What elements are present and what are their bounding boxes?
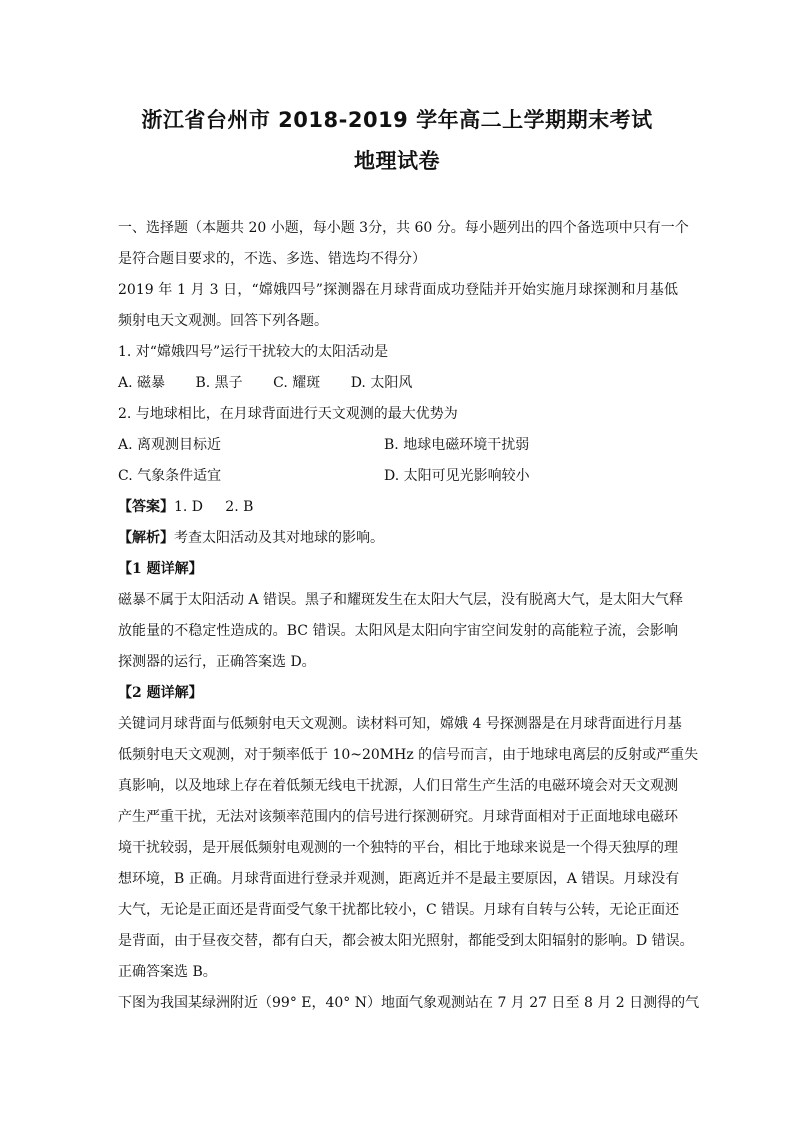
answer-label: 【答案】	[118, 499, 174, 515]
detail-1-line-3: 探测器的运行，正确答案选 D。	[118, 654, 316, 670]
question-1-options	[118, 368, 678, 399]
question-2-option-c: C. 气象条件适宜	[118, 468, 222, 484]
passage-line-2: 频射电天文观测。回答下列各题。	[118, 313, 328, 329]
answer-text: 1. D 2. B	[174, 499, 254, 515]
question-1-option-b: B. 黑子	[195, 375, 243, 391]
detail-2-line-9: 正确答案选 B。	[118, 964, 217, 980]
detail-1-line-2: 放能量的不稳定性造成的。BC 错误。太阳风是太阳向宇宙空间发射的高能粒子流，会影响	[118, 623, 678, 639]
question-1-option-d: D. 太阳风	[350, 375, 413, 391]
question-1-option-a: A. 磁暴	[118, 375, 166, 391]
answer-line	[118, 492, 678, 523]
detail-2-line-3: 真影响，以及地球上存在着低频无线电干扰源，人们日常生产生活的电磁环境会对天文观测	[118, 778, 678, 794]
question-2-options-row-2	[118, 461, 678, 492]
question-2-stem: 2. 与地球相比，在月球背面进行天文观测的最大优势为	[118, 406, 458, 422]
question-2-option-a: A. 离观测目标近	[118, 437, 222, 453]
detail-2-line-7: 大气，无论是正面还是背面受气象干扰都比较小，C 错误。月球有自转与公转，无论正面还	[118, 902, 680, 918]
detail-2-label: 【2 题详解】	[118, 685, 203, 701]
detail-1-label: 【1 题详解】	[118, 561, 203, 577]
question-1-stem: 1. 对“嫦娥四号”运行干扰较大的太阳活动是	[118, 344, 389, 360]
detail-2-line-4: 产生严重干扰，无法对该频率范围内的信号进行探测研究。月球背面相对于正面地球电磁环	[118, 809, 678, 825]
section-instructions-line-2: 是符合题目要求的，不选、多选、错选均不得分）	[118, 251, 426, 267]
detail-2-line-1: 关键词月球背面与低频射电天文观测。读材料可知，嫦娥 4 号探测器是在月球背面进行月基	[118, 716, 682, 732]
question-2-option-d: D. 太阳可见光影响较小	[384, 468, 530, 484]
detail-2-line-5: 境干扰较弱，是开展低频射电观测的一个独特的平台，相比于地球来说是一个得天独厚的理	[118, 840, 678, 856]
detail-2-line-2: 低频射电天文观测，对于频率低于 10~20MHz 的信号而言，由于地球电离层的反射或严重失	[118, 747, 699, 763]
detail-2-line-6: 想环境，B 正确。月球背面进行登录并观测，距离近并不是最主要原因，A 错误。月球没有	[118, 871, 680, 887]
section-instructions-line-1: 一、选择题（本题共 20 小题，每小题 3分，共 60 分。每小题列出的四个备选项中只有一个	[118, 220, 689, 236]
page-subtitle: 地理试卷	[354, 149, 440, 173]
question-2-options-row-1	[118, 430, 678, 461]
detail-1-line-1: 磁暴不属于太阳活动 A 错误。黑子和耀斑发生在太阳大气层，没有脱离大气，是太阳大气释	[118, 592, 684, 608]
next-passage-line-1: 下图为我国某绿洲附近（99° E，40° N）地面气象观测站在 7 月 27 日至 8 月 2 日测得的气	[118, 995, 700, 1011]
detail-2-line-8: 是背面，由于昼夜交替，都有白天，都会被太阳光照射，都能受到太阳辐射的影响。D 错误。	[118, 933, 694, 949]
analysis-label: 【解析】	[118, 530, 174, 546]
analysis-text: 考查太阳活动及其对地球的影响。	[174, 530, 384, 546]
passage-line-1: 2019 年 1 月 3 日，“嫦娥四号”探测器在月球背面成功登陆并开始实施月球探测和月基低	[118, 282, 678, 298]
page-title: 浙江省台州市 2018-2019 学年高二上学期期末考试	[141, 108, 653, 132]
question-1-option-c: C. 耀斑	[273, 375, 321, 391]
analysis-line	[118, 523, 678, 554]
document-body	[118, 213, 700, 1019]
question-2-option-b: B. 地球电磁环境干扰弱	[384, 437, 530, 453]
